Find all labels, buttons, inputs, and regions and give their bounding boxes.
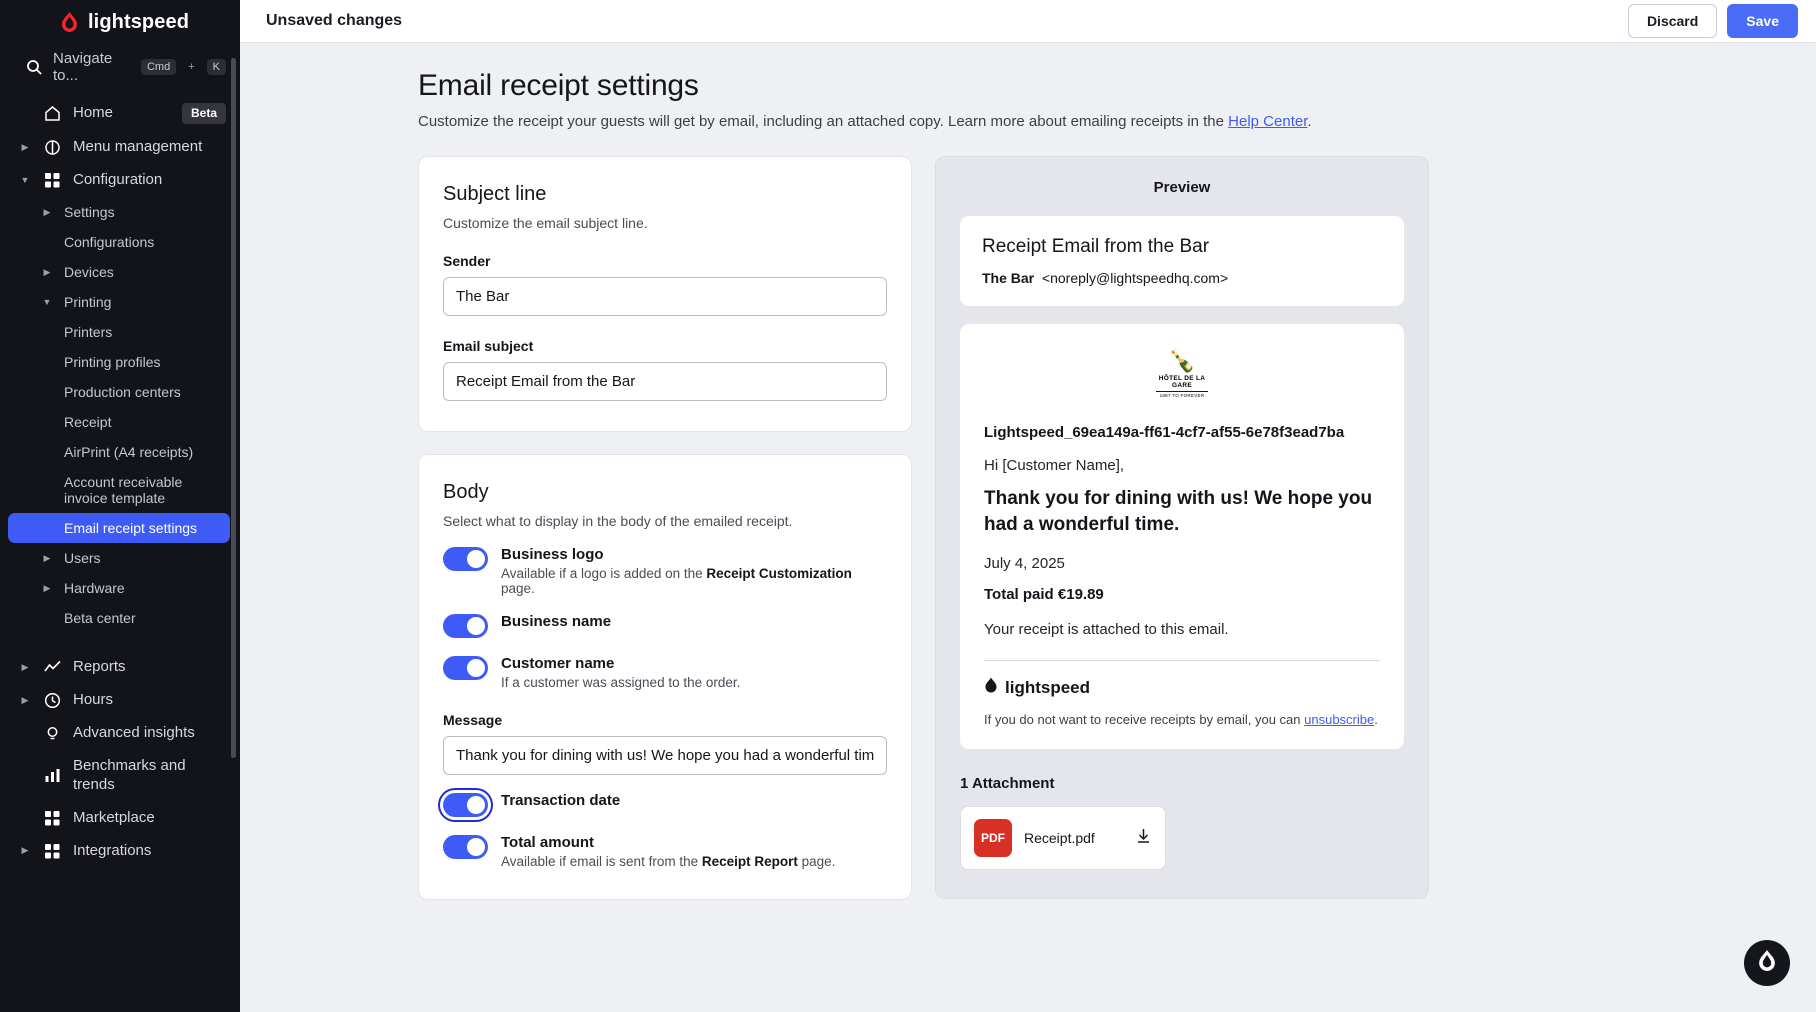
settings-column: [418, 156, 912, 900]
preview-date: July 4, 2025: [984, 555, 1065, 573]
customer-name-label: Customer name: [501, 655, 615, 672]
preview-sender-address: <noreply@lightspeedhq.com>: [1041, 270, 1229, 286]
sidebar-item-account-receivable-invoice-template[interactable]: [0, 467, 240, 513]
sidebar-item-label: Settings: [64, 204, 115, 220]
preview-message: Thank you for dining with us! We hope you had a wonderful time.: [984, 488, 1373, 535]
shortcut-k: K: [207, 59, 226, 75]
toggle-row-transaction-date: [443, 792, 887, 817]
preview-greeting: Hi [Customer Name],: [984, 457, 1125, 474]
clock-icon: [43, 691, 62, 710]
lightspeed-flame-icon: [1757, 950, 1777, 977]
sidebar-item-integrations[interactable]: [0, 835, 240, 868]
search-placeholder: Navigate to...: [53, 50, 113, 84]
sidebar-item-label: AirPrint (A4 receipts): [64, 444, 194, 460]
sidebar-item-receipt[interactable]: [0, 407, 240, 437]
preview-card: [935, 156, 1429, 899]
sidebar-item-beta-center[interactable]: [0, 603, 240, 633]
chevron-right-icon: ▶: [21, 661, 29, 672]
sidebar-item-menu-management[interactable]: [0, 131, 240, 164]
body-title: Body: [443, 481, 489, 503]
sidebar-item-label: Email receipt settings: [64, 520, 198, 536]
footer-period: .: [1374, 712, 1378, 728]
customer-name-toggle[interactable]: [443, 656, 488, 680]
sidebar-item-marketplace[interactable]: [0, 802, 240, 835]
sidebar-item-label: Devices: [64, 264, 114, 280]
sidebar-item-home[interactable]: [0, 96, 240, 131]
business-logo-sub: [501, 566, 887, 596]
chevron-right-icon: ▶: [21, 845, 29, 856]
search-icon: [24, 58, 43, 77]
preview-sender-name: The Bar: [982, 270, 1035, 286]
preview-attached-note: Your receipt is attached to this email.: [984, 621, 1229, 639]
attachment-name: Receipt.pdf: [1024, 830, 1095, 847]
sidebar-item-reports[interactable]: [0, 651, 240, 684]
sidebar-item-label: Reports: [73, 658, 126, 676]
sidebar-item-benchmarks-and-trends[interactable]: [0, 750, 240, 802]
download-icon[interactable]: [1135, 827, 1152, 849]
sender-label: Sender: [443, 253, 491, 269]
sidebar-item-hours[interactable]: [0, 684, 240, 717]
chevron-right-icon: ▶: [43, 266, 51, 277]
benchmarks-icon: [43, 766, 62, 785]
preview-brand-label: lightspeed: [1005, 678, 1091, 698]
insights-icon: [43, 724, 62, 743]
unsubscribe-link[interactable]: unsubscribe: [1304, 712, 1375, 728]
sidebar-item-label: Printing profiles: [64, 354, 161, 370]
business-logo-label: Business logo: [501, 546, 604, 563]
sidebar-item-label: Account receivable invoice template: [64, 474, 183, 506]
configuration-icon: [43, 171, 62, 190]
sidebar-item-label: Advanced insights: [73, 724, 195, 742]
preview-brand: [984, 677, 1380, 699]
preview-body-block: [960, 324, 1404, 749]
sub-before: Available if email is sent from the: [501, 854, 702, 869]
toggle-row-total-amount: [443, 834, 887, 869]
body-card: [418, 454, 912, 900]
footer-text: If you do not want to receive receipts by email, you can: [984, 712, 1305, 728]
page-subtitle: [418, 113, 1548, 130]
sidebar-item-production-centers[interactable]: [0, 377, 240, 407]
topbar: [240, 0, 1816, 43]
menu-icon: [43, 138, 62, 157]
business-name-toggle[interactable]: [443, 614, 488, 638]
reports-icon: [43, 658, 62, 677]
total-amount-toggle[interactable]: [443, 835, 488, 859]
sidebar-item-settings[interactable]: [0, 197, 240, 227]
pdf-icon: PDF: [974, 819, 1012, 857]
sidebar-scrollbar[interactable]: [231, 58, 236, 758]
main-area: [240, 0, 1816, 1012]
help-fab-button[interactable]: [1744, 940, 1790, 986]
subject-line-card: [418, 156, 912, 432]
receipt-report-ref: Receipt Report: [701, 854, 798, 869]
message-label: Message: [443, 712, 503, 728]
total-amount-label: Total amount: [501, 834, 595, 851]
settings-columns: [418, 156, 1548, 900]
sidebar-item-printers[interactable]: [0, 317, 240, 347]
hotel-logo-line1: HÔTEL DE LA GARE: [1158, 375, 1206, 389]
beta-badge: Beta: [182, 103, 226, 124]
transaction-date-label: Transaction date: [501, 792, 621, 809]
sidebar-item-devices[interactable]: [0, 257, 240, 287]
chevron-right-icon: ▶: [21, 694, 29, 705]
bottle-icon: 🍾: [1168, 348, 1196, 373]
home-icon: [43, 104, 62, 123]
business-name-label: Business name: [501, 613, 612, 630]
preview-subject: Receipt Email from the Bar: [982, 236, 1210, 257]
toggle-row-business-logo: [443, 546, 887, 596]
preview-sender: [982, 270, 1382, 286]
brand[interactable]: [0, 0, 240, 44]
sidebar-item-label: Hardware: [64, 580, 125, 596]
sidebar-item-label: Beta center: [64, 610, 136, 626]
sidebar-spacer: [0, 633, 240, 651]
save-button[interactable]: Save: [1727, 4, 1798, 38]
total-amount-sub: [501, 854, 835, 869]
attachment-item[interactable]: [960, 806, 1166, 870]
message-input[interactable]: [443, 736, 887, 775]
page-subtitle-period: .: [1307, 113, 1312, 130]
discard-button[interactable]: Discard: [1628, 4, 1717, 38]
sidebar-item-label: Marketplace: [73, 808, 155, 826]
sidebar-item-advanced-insights[interactable]: [0, 717, 240, 750]
sub-after: page.: [501, 581, 535, 596]
receipt-customization-ref: Receipt Customization: [706, 566, 852, 581]
nav: [0, 96, 240, 868]
integrations-icon: [43, 842, 62, 861]
sidebar-item-label: Hours: [73, 691, 114, 709]
lightspeed-flame-icon: [984, 677, 998, 699]
sidebar-item-label: Benchmarks and trends: [73, 757, 186, 793]
business-logo-preview: [984, 350, 1380, 398]
chevron-right-icon: ▶: [21, 141, 29, 152]
sidebar-item-label: Production centers: [64, 384, 181, 400]
subject-line-description: Customize the email subject line.: [443, 215, 648, 231]
toggle-row-business-name: [443, 613, 887, 638]
chevron-right-icon: ▶: [43, 552, 51, 563]
sidebar-item-label: Printers: [64, 324, 113, 340]
sidebar-item-configuration[interactable]: [0, 164, 240, 197]
preview-receipt-id: Lightspeed_69ea149a-ff61-4cf7-af55-6e78f3ead7ba: [984, 424, 1345, 441]
hotel-logo-line2: 1887 TO FOREVER: [1156, 391, 1208, 398]
preview-footer: [984, 712, 1380, 727]
sidebar-item-printing-profiles[interactable]: [0, 347, 240, 377]
sidebar-item-configurations[interactable]: [0, 227, 240, 257]
sidebar-item-label: Menu management: [73, 138, 203, 156]
content-scroll: [240, 43, 1816, 1012]
shortcut-cmd: Cmd: [141, 59, 176, 75]
sub-after: page.: [797, 854, 836, 869]
sidebar-item-hardware[interactable]: [0, 573, 240, 603]
sender-input[interactable]: [443, 277, 887, 316]
sidebar-item-label: Home: [73, 104, 114, 122]
sidebar-item-label: Configurations: [64, 234, 155, 250]
sidebar-item-label: Configuration: [73, 171, 163, 189]
sidebar: [0, 0, 240, 1012]
attachment-count: 1 Attachment: [960, 775, 1055, 793]
preview-title: Preview: [1153, 179, 1211, 196]
divider: [984, 660, 1380, 661]
lightspeed-flame-icon: [60, 12, 79, 33]
sidebar-item-airprint[interactable]: [0, 437, 240, 467]
transaction-date-toggle[interactable]: [443, 793, 488, 817]
sidebar-item-users[interactable]: [0, 543, 240, 573]
sidebar-item-label: Receipt: [64, 414, 112, 430]
unsaved-changes-status: Unsaved changes: [266, 12, 403, 29]
business-logo-toggle[interactable]: [443, 547, 488, 571]
search-input[interactable]: [0, 44, 240, 90]
preview-total: Total paid €19.89: [984, 586, 1104, 604]
sidebar-item-email-receipt-settings[interactable]: [8, 513, 230, 543]
subject-line-title: Subject line: [443, 183, 547, 205]
marketplace-icon: [43, 809, 62, 828]
sidebar-item-printing[interactable]: [0, 287, 240, 317]
email-subject-label: Email subject: [443, 338, 534, 354]
body-description: Select what to display in the body of the emailed receipt.: [443, 513, 793, 529]
page-title: Email receipt settings: [418, 69, 699, 102]
chevron-right-icon: ▶: [43, 582, 51, 593]
customer-name-sub: If a customer was assigned to the order.: [501, 675, 741, 690]
sub-before: Available if a logo is added on the: [501, 566, 707, 581]
sidebar-item-label: Users: [64, 550, 101, 566]
email-subject-input[interactable]: [443, 362, 887, 401]
chevron-down-icon: ▼: [42, 297, 52, 307]
chevron-right-icon: ▶: [43, 206, 51, 217]
help-center-link[interactable]: Help Center: [1228, 113, 1308, 130]
toggle-row-customer-name: [443, 655, 887, 690]
sidebar-item-label: Integrations: [73, 841, 152, 859]
brand-label: lightspeed: [88, 10, 190, 33]
chevron-down-icon: ▼: [20, 174, 30, 185]
page-subtitle-text: Customize the receipt your guests will get by email, including an attached copy. Learn more about emailing receipts in the: [418, 113, 1229, 130]
shortcut-plus: +: [188, 61, 195, 73]
preview-header-block: [960, 216, 1404, 306]
preview-column: [935, 156, 1429, 899]
sidebar-item-label: Printing: [64, 294, 112, 310]
